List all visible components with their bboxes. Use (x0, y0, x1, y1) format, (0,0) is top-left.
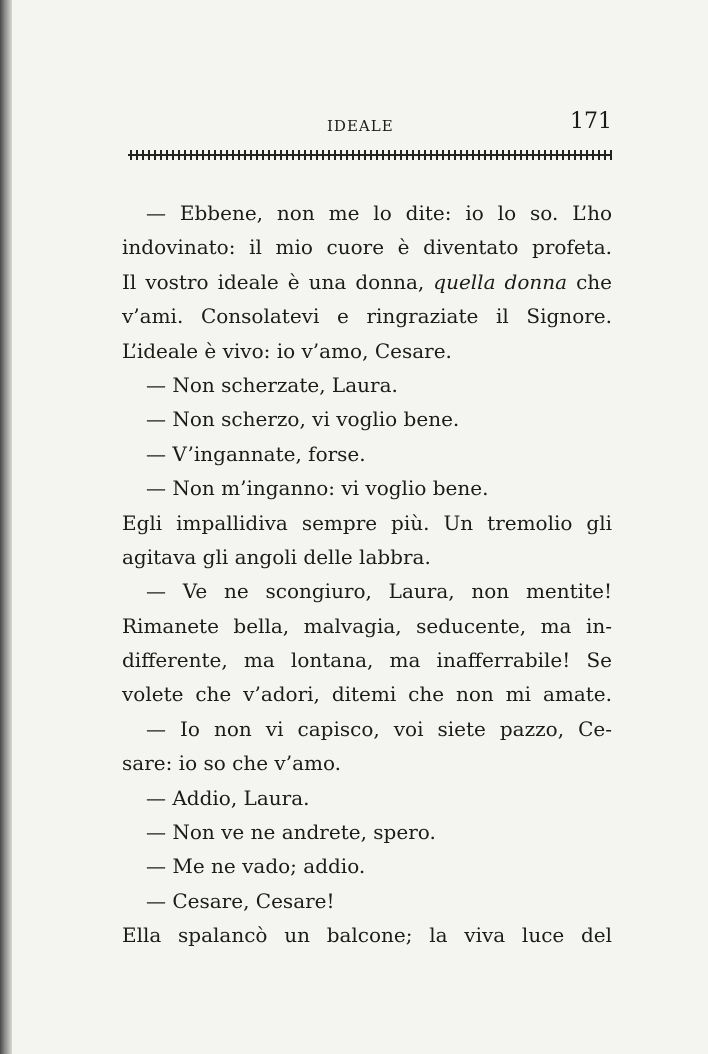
text-line-10: Egli impallidiva sempre più. Un tremolio gli (122, 510, 612, 535)
text-line-1: — Ebbene, non me lo dite: io lo so. L’ho (146, 201, 612, 225)
text-line-22: Ella spalancò un balcone; la viva luce del (122, 923, 612, 948)
italic-phrase: quella donna (433, 269, 568, 294)
page-number: 171 (570, 109, 612, 134)
text-line-16: — Io non vi capisco, voi siete pazzo, Ce- (146, 716, 612, 741)
text-line-6: — Non scherzate, Laura. (146, 372, 398, 397)
running-title: IDEALE (327, 117, 394, 135)
text-line-15: volete che v’adori, ditemi che non mi amate. (122, 682, 612, 707)
text-line-21: — Cesare, Cesare! (146, 888, 335, 913)
text-line-18: — Addio, Laura. (146, 785, 310, 810)
text-line-3 (122, 265, 612, 299)
text-line-8: — V’ingannate, forse. (146, 441, 366, 466)
decorative-rule (128, 150, 612, 160)
text-line-2: indovinato: il mio cuore è diventato profeta. (122, 235, 612, 260)
text-line-13: Rimanete bella, malvagia, seducente, ma in- (122, 613, 612, 638)
body-text (122, 196, 612, 953)
text-line-20: — Me ne vado; addio. (146, 854, 366, 879)
text-line-14: differente, ma lontana, ma inafferrabile! Se (122, 648, 612, 673)
text-line-9: — Non m’inganno: vi voglio bene. (146, 476, 489, 501)
text-line-3-start: Il vostro ideale è una donna, (122, 269, 434, 294)
text-line-3-end: che (567, 269, 612, 294)
text-line-12: — Ve ne scongiuro, Laura, non mentite! (146, 579, 612, 604)
text-line-11: agitava gli angoli delle labbra. (122, 544, 431, 569)
text-line-4: v’ami. Consolatevi e ringraziate il Signore. (122, 304, 612, 329)
text-line-5: L’ideale è vivo: io v’amo, Cesare. (122, 338, 452, 363)
text-line-19: — Non ve ne andrete, spero. (146, 820, 436, 845)
text-line-17: sare: io so che v’amo. (122, 751, 342, 776)
text-line-7: — Non scherzo, vi voglio bene. (146, 407, 460, 432)
